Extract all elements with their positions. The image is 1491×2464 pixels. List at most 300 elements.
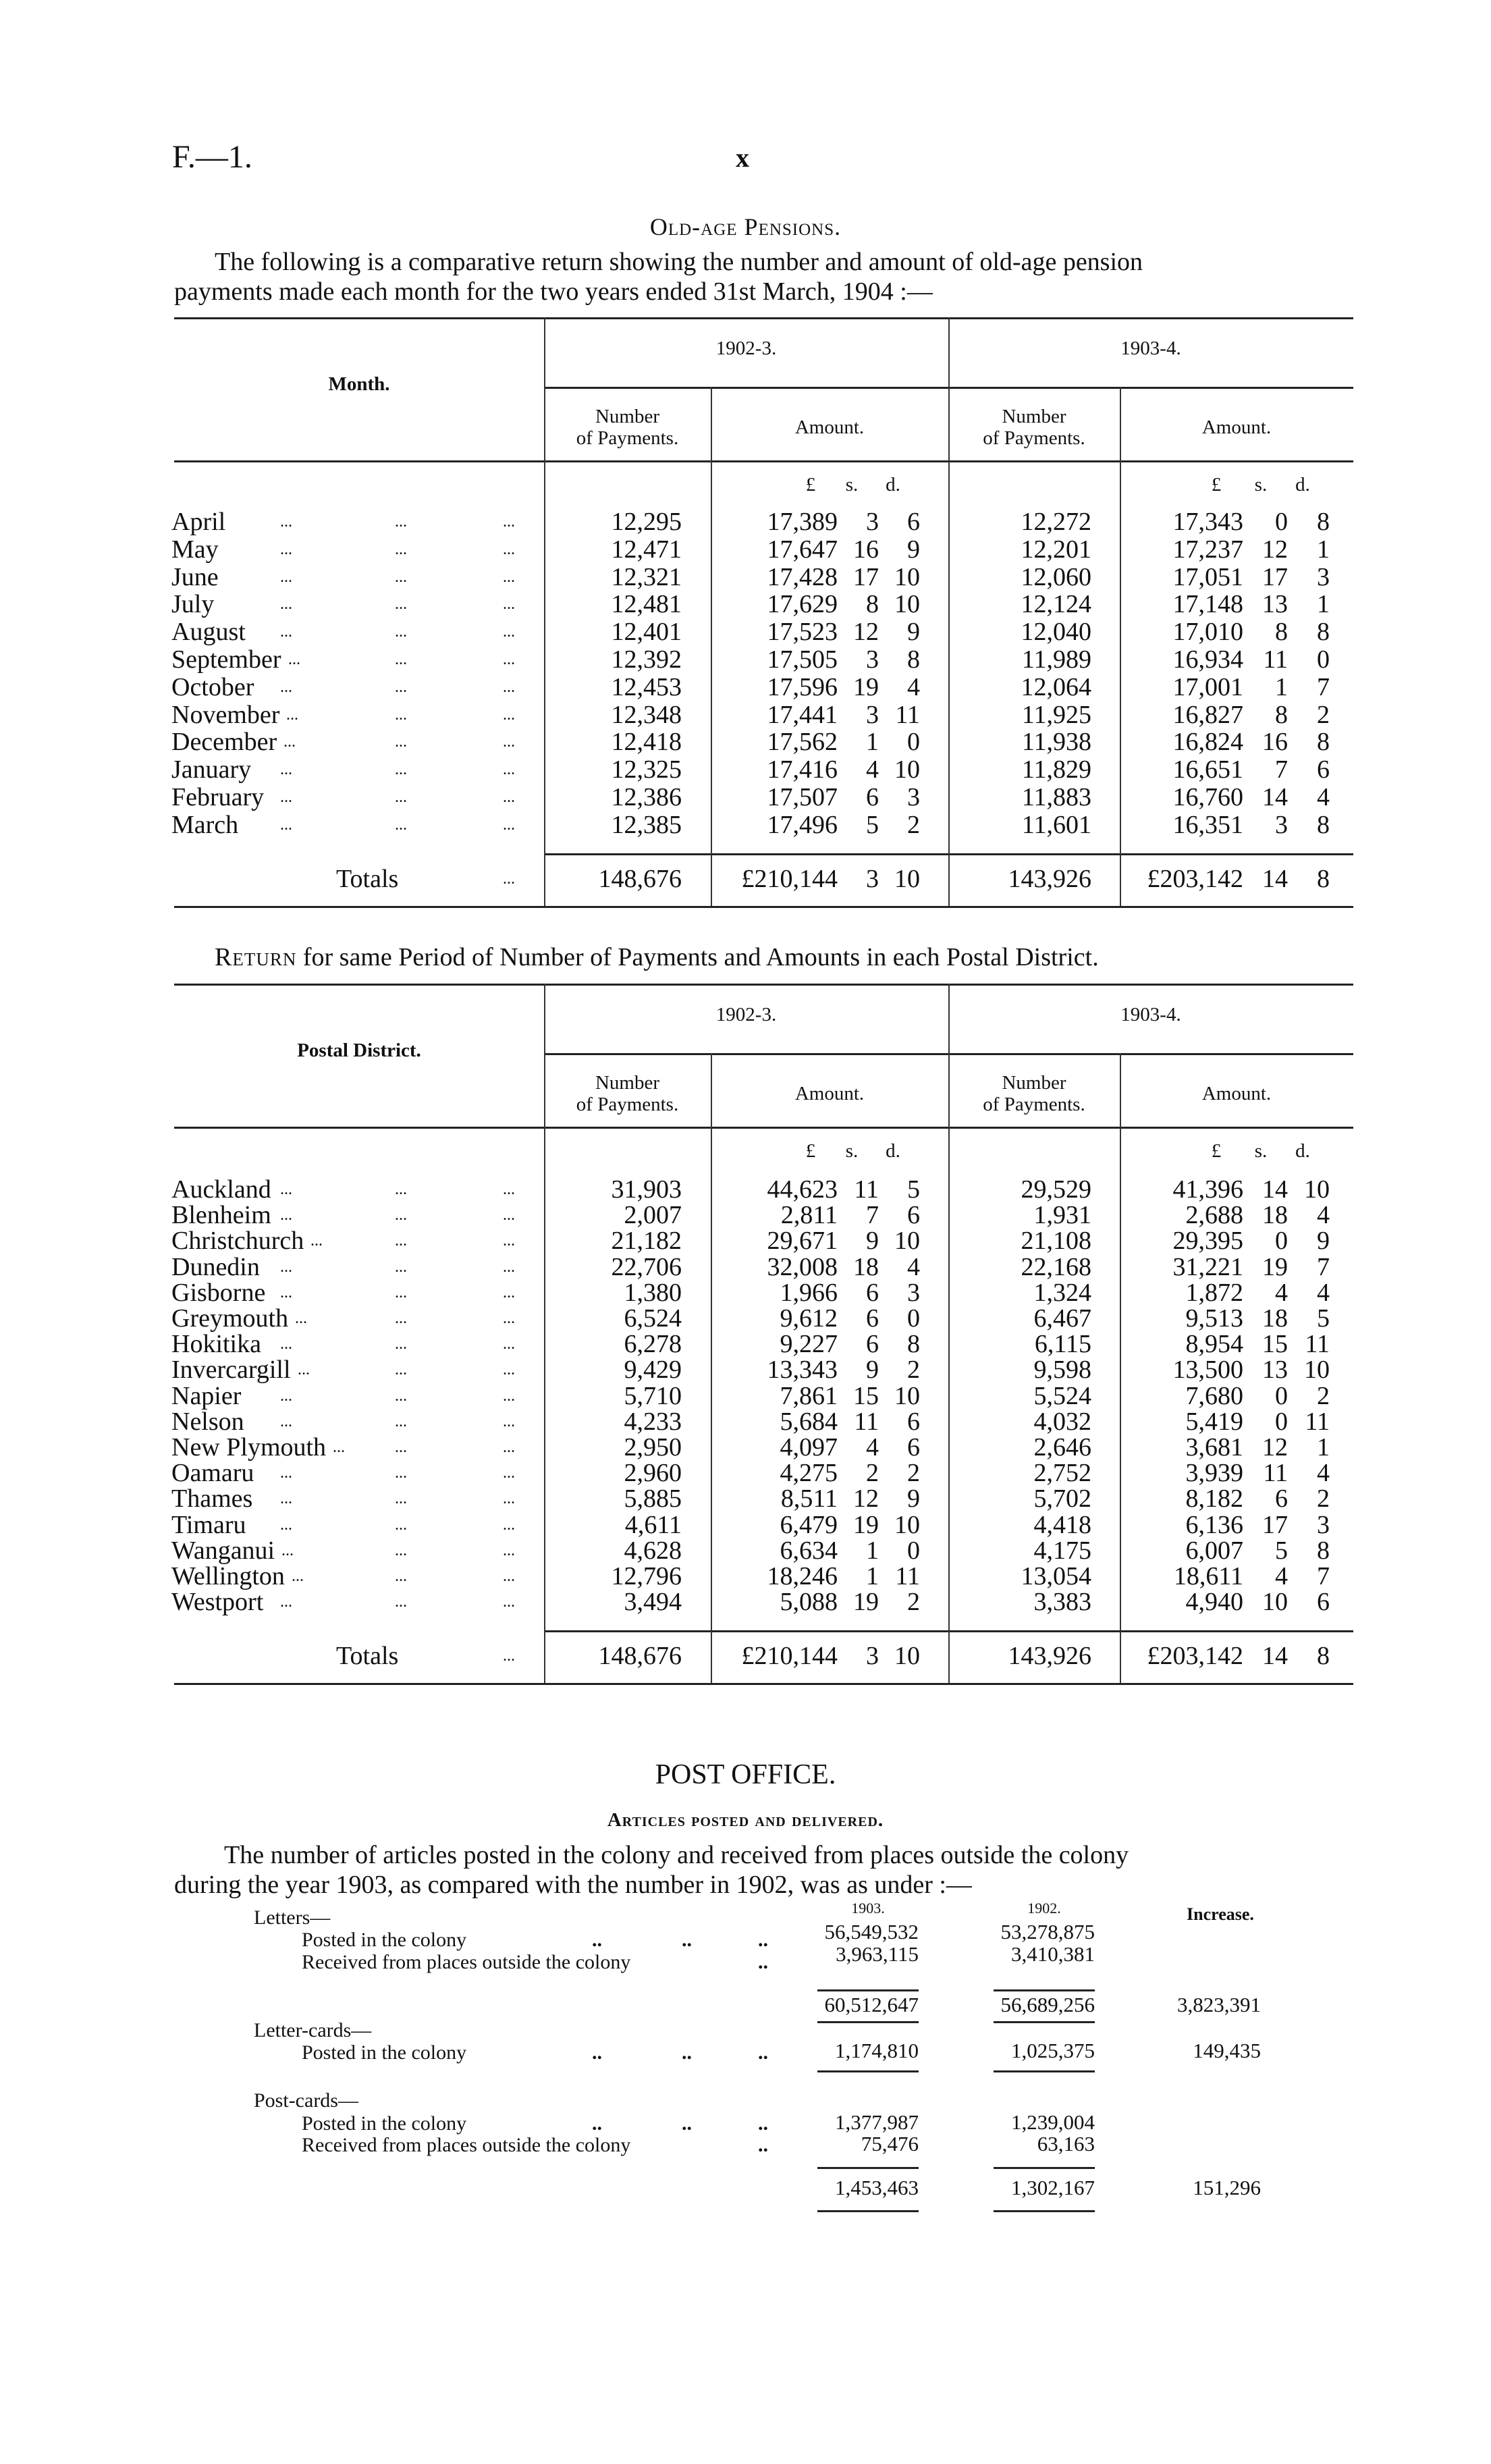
cell-value: 0 <box>1275 1407 1288 1436</box>
cell-value: 29,671 <box>767 1227 838 1256</box>
cell-value: 12 <box>853 1484 879 1514</box>
cell-value: 12,386 <box>611 783 682 811</box>
row-label: Posted in the colony <box>302 2112 467 2135</box>
cell-value: 9,598 <box>1033 1356 1091 1385</box>
leader-dots: .. <box>682 2041 692 2064</box>
row-label: Blenheim <box>171 1201 271 1230</box>
cell-value: 143,926 <box>1008 1642 1091 1671</box>
leader-dots: ... <box>395 678 407 696</box>
cell-value: £210,144 <box>741 1642 838 1671</box>
column-header-1903: 1903. <box>851 1900 885 1917</box>
leader-dots: ... <box>503 788 515 806</box>
cell-value: 13,054 <box>1021 1562 1091 1590</box>
leader-dots: .. <box>592 2041 602 2064</box>
leader-dots: ... <box>395 1439 407 1456</box>
cell-value: 14 <box>1262 864 1288 893</box>
cell-value: 16 <box>853 535 879 564</box>
table-row-totals <box>0 864 1491 893</box>
leader-dots: ... <box>395 1464 407 1482</box>
category-label: Letter-cards— <box>254 2019 372 2041</box>
table-row <box>0 618 1491 647</box>
row-label: Oamaru <box>171 1459 254 1488</box>
leader-dots: ... <box>503 869 515 888</box>
sum-rule <box>817 1989 919 1991</box>
cell-value: £203,142 <box>1147 1642 1243 1671</box>
cell-value: 6,278 <box>624 1330 682 1359</box>
cell-value: 3 <box>1317 562 1330 591</box>
cell-value: 13,343 <box>767 1356 838 1385</box>
table-row <box>0 672 1491 701</box>
year-header: 1902-3. <box>715 338 777 359</box>
year-header: 1902-3. <box>715 1004 777 1025</box>
row-label: October <box>171 672 254 701</box>
cell-value: 16,351 <box>1172 810 1243 839</box>
leader-dots: ... <box>395 815 407 834</box>
cell-value: 5,702 <box>1033 1484 1091 1514</box>
cell-value: 8 <box>866 590 879 619</box>
cell-value: 6 <box>907 1407 920 1436</box>
leader-dots: ... <box>503 761 515 779</box>
row-label: Dunedin <box>171 1252 260 1281</box>
table-row <box>0 1201 1491 1230</box>
cell-value: 4 <box>866 755 879 784</box>
row-label: Received from places outside the colony <box>302 2134 631 2156</box>
leader-dots: ... <box>503 678 515 696</box>
row-label: Received from places outside the colony <box>302 1951 631 1973</box>
row-label: December <box>171 728 277 757</box>
unit-label: d. <box>886 1140 900 1162</box>
leader-dots: .. <box>592 1929 602 1951</box>
table-row <box>0 537 1491 562</box>
row-label: Wanganui <box>171 1536 275 1565</box>
cell-value: 17 <box>853 562 879 591</box>
cell-value: 6 <box>907 1433 920 1462</box>
cell-value: 7 <box>1317 1562 1330 1590</box>
cell-value: 63,163 <box>1037 2132 1095 2155</box>
cell-value: 4,032 <box>1033 1407 1091 1436</box>
cell-value: 15 <box>1262 1330 1288 1359</box>
leader-dots: ... <box>395 788 407 806</box>
cell-value: 11 <box>1263 645 1288 674</box>
cell-value: 10 <box>894 755 920 784</box>
number-header: of Payments. <box>576 1094 679 1115</box>
unit-label: £ <box>805 474 816 496</box>
leader-dots: ... <box>292 1568 304 1585</box>
leader-dots: ... <box>395 540 407 558</box>
row-label: May <box>171 535 219 564</box>
leader-dots: ... <box>280 1387 292 1405</box>
column-header-rule <box>174 460 1353 462</box>
leader-dots: ... <box>503 1310 515 1327</box>
leader-dots: ... <box>503 1593 515 1611</box>
cell-value: 12,040 <box>1021 618 1091 647</box>
table-row <box>0 1510 1491 1539</box>
intro-line-1: The following is a comparative return showing the number and amount of old-age pension <box>215 248 1143 276</box>
cell-value: 9,429 <box>624 1356 682 1385</box>
unit-label: £ <box>1211 1140 1222 1162</box>
table-row <box>0 510 1491 534</box>
leader-dots: ... <box>280 815 292 834</box>
number-header: of Payments. <box>576 427 679 449</box>
cell-value: 5,684 <box>780 1407 838 1436</box>
cell-value: 3 <box>866 508 879 536</box>
cell-value: 16,827 <box>1172 700 1243 729</box>
category-label: Post-cards— <box>254 2089 358 2112</box>
cell-value: 5,885 <box>624 1484 682 1514</box>
cell-value: 10 <box>894 590 920 619</box>
cell-value: 22,706 <box>611 1252 682 1281</box>
cell-value: 12,453 <box>611 672 682 701</box>
cell-value: 17,596 <box>767 672 838 701</box>
cell-value: 1,239,004 <box>1011 2110 1095 2134</box>
table-row <box>0 1538 1491 1563</box>
cell-value: 17,001 <box>1172 672 1243 701</box>
cell-value: 29,395 <box>1172 1227 1243 1256</box>
cell-value: 4,275 <box>780 1459 838 1488</box>
amount-header: Amount. <box>794 417 865 438</box>
cell-value: 0 <box>907 1536 920 1565</box>
cell-value: 5 <box>907 1175 920 1204</box>
cell-value: 3 <box>866 1642 879 1671</box>
sum-rule <box>994 1989 1095 1991</box>
leader-dots: ... <box>503 1541 515 1559</box>
cell-value: 0 <box>1275 508 1288 536</box>
cell-value: 17,389 <box>767 508 838 536</box>
cell-value: 1,377,987 <box>835 2110 919 2134</box>
category-label: Letters— <box>254 1906 331 1929</box>
leader-dots: ... <box>280 1490 292 1508</box>
cell-value: 6,467 <box>1033 1304 1091 1333</box>
cell-value: 16 <box>1262 728 1288 757</box>
cell-value: 56,689,256 <box>1000 1993 1095 2016</box>
cell-value: 17,343 <box>1172 508 1243 536</box>
sum-rule <box>817 2210 919 2212</box>
cell-value: 10 <box>1304 1175 1330 1204</box>
cell-value: 12,295 <box>611 508 682 536</box>
leader-dots: ... <box>395 705 407 724</box>
cell-value: 9,612 <box>780 1304 838 1333</box>
cell-value: 17,562 <box>767 728 838 757</box>
cell-value: 12,481 <box>611 590 682 619</box>
table-row <box>0 1381 1491 1410</box>
row-label: September <box>171 645 281 674</box>
cell-value: 12,796 <box>611 1562 682 1590</box>
cell-value: 11 <box>1263 1459 1288 1488</box>
leader-dots: ... <box>503 705 515 724</box>
leader-dots: ... <box>280 1181 292 1198</box>
leader-dots: ... <box>280 1335 292 1354</box>
table-row <box>0 1484 1491 1514</box>
cell-value: 1,872 <box>1185 1278 1243 1307</box>
row-label: Napier <box>171 1381 242 1410</box>
cell-value: 31,903 <box>611 1175 682 1204</box>
cell-value: 41,396 <box>1172 1175 1243 1204</box>
amount-header: Amount. <box>1201 1083 1272 1104</box>
cell-value: 18 <box>1262 1201 1288 1230</box>
cell-value: 1,302,167 <box>1011 2176 1095 2199</box>
row-header: Postal District. <box>297 1040 421 1061</box>
leader-dots: ... <box>395 623 407 641</box>
cell-value: 11,925 <box>1021 700 1091 729</box>
table-row <box>0 700 1491 729</box>
unit-label: d. <box>1295 474 1310 496</box>
cell-value: £210,144 <box>741 864 838 893</box>
cell-value: 17,441 <box>767 700 838 729</box>
cell-value: 11,989 <box>1021 645 1091 674</box>
cell-value: 16,760 <box>1172 783 1243 811</box>
cell-value: 19 <box>853 1588 879 1617</box>
cell-value: 12,272 <box>1021 508 1091 536</box>
number-header: Number <box>595 1072 660 1094</box>
cell-value: 17,505 <box>767 645 838 674</box>
cell-value: 53,278,875 <box>1000 1920 1095 1944</box>
cell-value: 10 <box>894 1381 920 1410</box>
leader-dots: ... <box>288 651 300 668</box>
cell-value: 11 <box>854 1175 879 1204</box>
cell-value: 18 <box>1262 1304 1288 1333</box>
leader-dots: ... <box>395 1516 407 1534</box>
cell-value: 8 <box>907 1330 920 1359</box>
leader-dots: ... <box>503 1283 515 1302</box>
table-row <box>0 1227 1491 1256</box>
cell-value: 12 <box>853 618 879 647</box>
intro-line-2: payments made each month for the two years ended 31st March, 1904 :— <box>174 277 933 306</box>
cell-value: 7 <box>1317 1252 1330 1281</box>
cell-value: 6,479 <box>780 1510 838 1539</box>
leader-dots: ... <box>395 1283 407 1302</box>
leader-dots: ... <box>280 513 292 531</box>
cell-value: 4,940 <box>1185 1588 1243 1617</box>
cell-value: 2,688 <box>1185 1201 1243 1230</box>
cell-value: 6 <box>907 508 920 536</box>
unit-label: s. <box>1254 474 1268 496</box>
row-label: February <box>171 783 265 811</box>
cell-value: 2 <box>1317 1484 1330 1514</box>
cell-value: 31,221 <box>1172 1252 1243 1281</box>
cell-value: 11,938 <box>1021 728 1091 757</box>
cell-value: 16,824 <box>1172 728 1243 757</box>
table-row <box>0 1564 1491 1588</box>
cell-value: 2 <box>907 810 920 839</box>
post-office-intro-1: The number of articles posted in the colony and received from places outside the colony <box>224 1841 1129 1869</box>
leader-dots: .. <box>758 2041 768 2064</box>
cell-value: 7 <box>1317 672 1330 701</box>
cell-value: 2 <box>866 1459 879 1488</box>
cell-value: 7,861 <box>780 1381 838 1410</box>
cell-value: 60,512,647 <box>824 1993 919 2016</box>
cell-value: 18 <box>853 1252 879 1281</box>
cell-value: 9 <box>907 1484 920 1514</box>
row-label: Thames <box>171 1484 253 1514</box>
cell-value: 10 <box>894 864 920 893</box>
cell-value: 13 <box>1262 590 1288 619</box>
leader-dots: ... <box>395 1593 407 1611</box>
table-row <box>0 757 1491 782</box>
table-row <box>0 810 1491 839</box>
page-number: x <box>736 142 749 173</box>
column-header-rule <box>174 1127 1353 1129</box>
cell-value: 0 <box>1317 645 1330 674</box>
table-row <box>0 1252 1491 1281</box>
cell-value: 8 <box>1275 700 1288 729</box>
leader-dots: ... <box>503 1439 515 1456</box>
leader-dots: ... <box>503 1181 515 1198</box>
table-row <box>0 1278 1491 1307</box>
cell-value: 10 <box>894 1510 920 1539</box>
totals-label: Totals <box>336 1642 399 1671</box>
leader-dots: ... <box>283 733 296 751</box>
cell-value: 5,524 <box>1033 1381 1091 1410</box>
leader-dots: ... <box>280 568 292 586</box>
leader-dots: ... <box>280 623 292 641</box>
cell-value: 1,966 <box>780 1278 838 1307</box>
table-row <box>0 1407 1491 1436</box>
leader-dots: ... <box>503 540 515 558</box>
row-label: Nelson <box>171 1407 244 1436</box>
cell-value: 8 <box>1317 864 1330 893</box>
unit-label: s. <box>845 1140 859 1162</box>
leader-dots: ... <box>503 1335 515 1354</box>
cell-value: 11,829 <box>1021 755 1091 784</box>
row-label: January <box>171 755 252 784</box>
cell-value: 18,246 <box>767 1562 838 1590</box>
cell-value: 3,410,381 <box>1011 1942 1095 1966</box>
row-label: Auckland <box>171 1175 271 1204</box>
leader-dots: ... <box>395 1568 407 1585</box>
leader-dots: ... <box>310 1232 323 1250</box>
sum-rule <box>994 2070 1095 2072</box>
cell-value: 5,710 <box>624 1381 682 1410</box>
cell-value: 5 <box>866 810 879 839</box>
unit-label: £ <box>1211 474 1222 496</box>
cell-value: 5,088 <box>780 1588 838 1617</box>
leader-dots: ... <box>395 568 407 586</box>
leader-dots: ... <box>280 678 292 696</box>
cell-value: 32,008 <box>767 1252 838 1281</box>
cell-value: 2 <box>1317 1381 1330 1410</box>
leader-dots: ... <box>395 1490 407 1508</box>
cell-value: 9 <box>866 1227 879 1256</box>
cell-value: 4 <box>1275 1562 1288 1590</box>
row-label: Posted in the colony <box>302 1929 467 1951</box>
cell-value: 143,926 <box>1008 864 1091 893</box>
leader-dots: ... <box>395 1541 407 1559</box>
table-row-totals <box>0 1642 1491 1671</box>
cell-value: 9,513 <box>1185 1304 1243 1333</box>
cell-value: 8 <box>907 645 920 674</box>
cell-value: 12 <box>1262 535 1288 564</box>
cell-value: 3 <box>866 864 879 893</box>
leader-dots: ... <box>503 1361 515 1379</box>
table-bottom-rule <box>174 906 1353 908</box>
leader-dots: ... <box>395 1232 407 1250</box>
cell-value: 2 <box>907 1588 920 1617</box>
cell-value: 6 <box>866 1278 879 1307</box>
sum-rule <box>817 2070 919 2072</box>
row-label: New Plymouth <box>171 1433 327 1462</box>
cell-value: 17,237 <box>1172 535 1243 564</box>
cell-value: 11 <box>1305 1407 1330 1436</box>
leader-dots: ... <box>503 568 515 586</box>
cell-value: £203,142 <box>1147 864 1243 893</box>
cell-value: 4 <box>1317 1459 1330 1488</box>
cell-value: 149,435 <box>1193 2039 1261 2062</box>
leader-dots: ... <box>503 651 515 668</box>
year-header: 1903-4. <box>1120 1004 1181 1025</box>
leader-dots: ... <box>395 1412 407 1430</box>
cell-value: 11,883 <box>1021 783 1091 811</box>
leader-dots: ... <box>503 1490 515 1508</box>
leader-dots: ... <box>295 1310 307 1327</box>
row-label: March <box>171 810 239 839</box>
cell-value: 6,524 <box>624 1304 682 1333</box>
cell-value: 14 <box>1262 1175 1288 1204</box>
cell-value: 1 <box>1317 590 1330 619</box>
cell-value: 6 <box>1275 1484 1288 1514</box>
cell-value: 3 <box>1317 1510 1330 1539</box>
cell-value: 4 <box>907 1252 920 1281</box>
cell-value: 1 <box>866 728 879 757</box>
cell-value: 8,511 <box>780 1484 838 1514</box>
unit-label: d. <box>886 474 900 496</box>
row-label: Westport <box>171 1588 264 1617</box>
leader-dots: ... <box>503 1464 515 1482</box>
leader-dots: .. <box>758 1929 768 1951</box>
table-row <box>0 562 1491 591</box>
leader-dots: .. <box>758 1951 768 1973</box>
cell-value: 4,611 <box>624 1510 682 1539</box>
table-top-rule <box>174 317 1353 319</box>
cell-value: 2 <box>1317 700 1330 729</box>
cell-value: 17,051 <box>1172 562 1243 591</box>
cell-value: 4,233 <box>624 1407 682 1436</box>
cell-value: 8,954 <box>1185 1330 1243 1359</box>
cell-value: 12,325 <box>611 755 682 784</box>
cell-value: 4 <box>1275 1278 1288 1307</box>
leader-dots: ... <box>503 815 515 834</box>
year-header: 1903-4. <box>1120 338 1181 359</box>
cell-value: 10 <box>894 1227 920 1256</box>
leader-dots: ... <box>503 1647 515 1665</box>
cell-value: 12,060 <box>1021 562 1091 591</box>
leader-dots: ... <box>280 1283 292 1302</box>
cell-value: 6 <box>866 1330 879 1359</box>
cell-value: 12,064 <box>1021 672 1091 701</box>
unit-label: d. <box>1295 1140 1310 1162</box>
cell-value: 8 <box>1317 810 1330 839</box>
return-title-lead: Return <box>215 943 297 971</box>
cell-value: 1 <box>1275 672 1288 701</box>
cell-value: 29,529 <box>1021 1175 1091 1204</box>
cell-value: 1,324 <box>1033 1278 1091 1307</box>
cell-value: 4 <box>907 672 920 701</box>
leader-dots: .. <box>682 1929 692 1951</box>
cell-value: 17 <box>1262 562 1288 591</box>
table-row <box>0 1306 1491 1331</box>
row-label: November <box>171 700 280 729</box>
table-row <box>0 647 1491 672</box>
cell-value: 16,934 <box>1172 645 1243 674</box>
cell-value: 1,453,463 <box>835 2176 919 2199</box>
row-label: June <box>171 562 219 591</box>
cell-value: 4 <box>1317 783 1330 811</box>
column-header-1902: 1902. <box>1027 1900 1061 1917</box>
cell-value: 2,007 <box>624 1201 682 1230</box>
cell-value: 2,960 <box>624 1459 682 1488</box>
cell-value: 3,681 <box>1185 1433 1243 1462</box>
cell-value: 12,124 <box>1021 590 1091 619</box>
leader-dots: .. <box>758 2112 768 2135</box>
